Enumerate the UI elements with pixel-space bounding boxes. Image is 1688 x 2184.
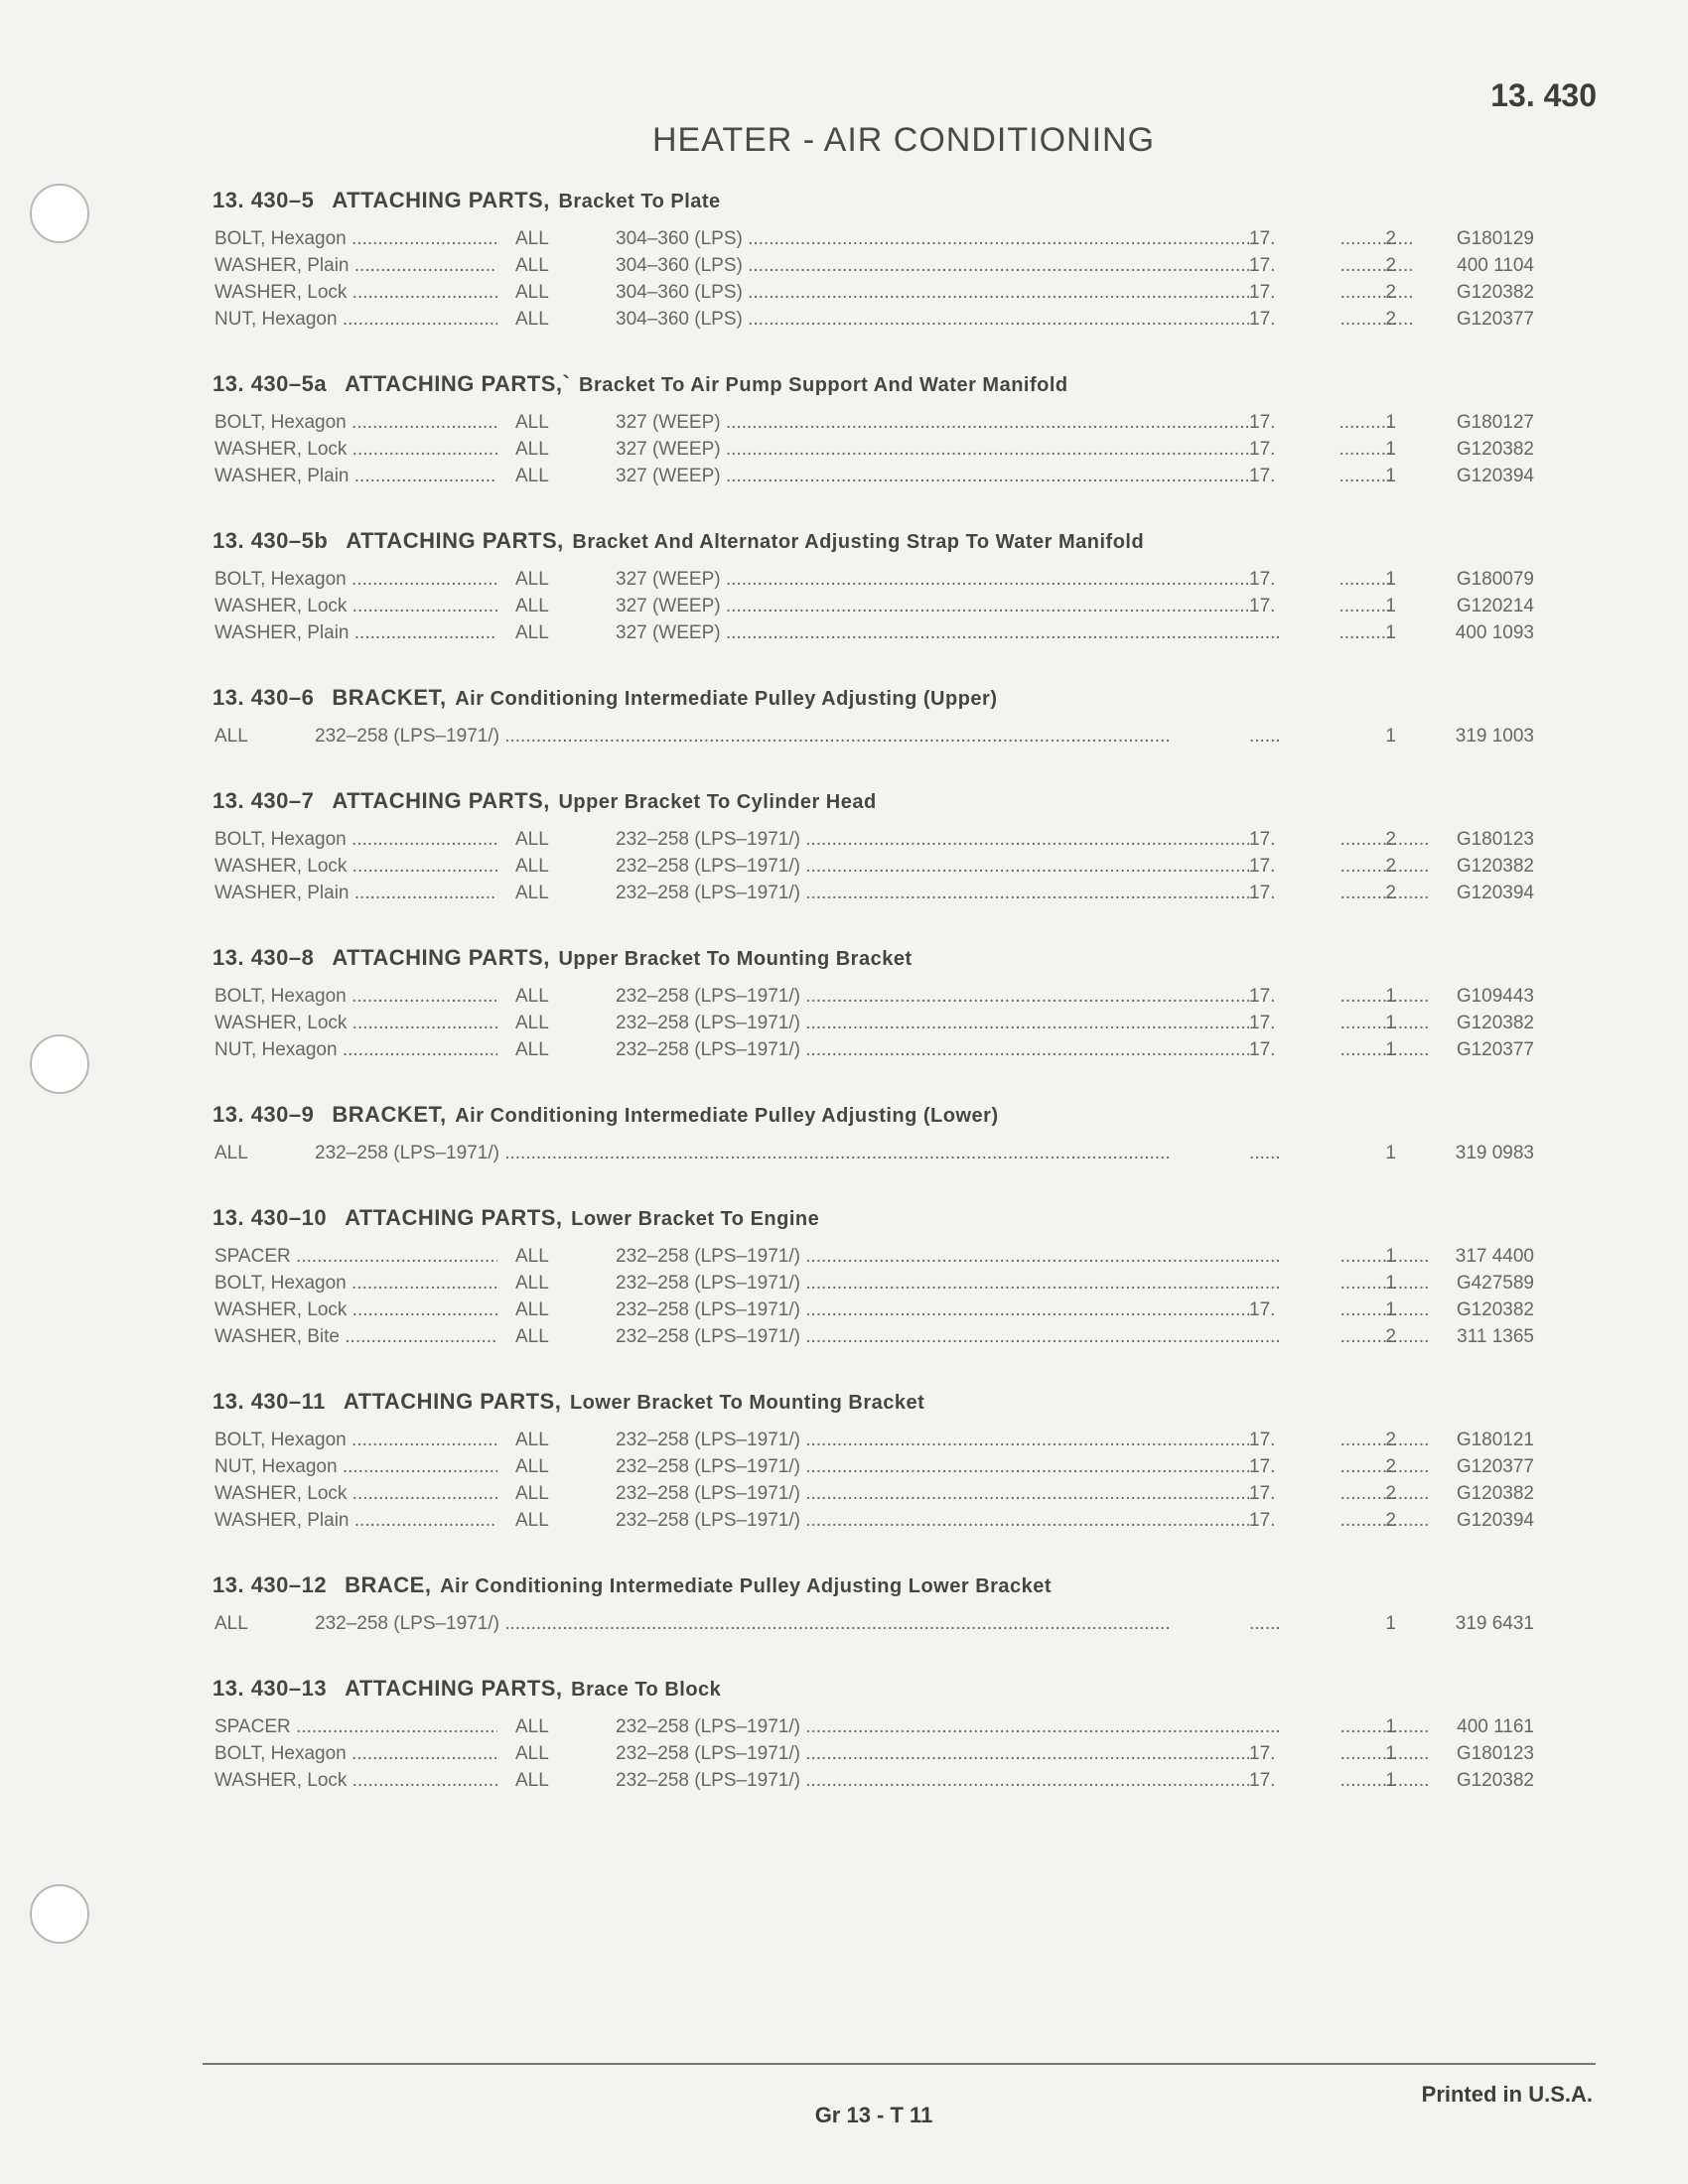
table-row [212,1716,1533,1743]
section-name: BRACKET, [332,1102,447,1127]
model-applicability: ALL [515,622,549,643]
part-name: SPACER ..... [214,1716,497,1738]
page-number: 13. 430 [1490,77,1597,113]
parts-section [212,525,1533,682]
part-number: G427589 [1456,1273,1534,1294]
part-name: WASHER, Bite ..... [214,1326,497,1348]
part-number: 400 1161 [1457,1716,1534,1737]
group-number: ...... [1249,1716,1338,1738]
punch-hole-top [30,184,89,243]
part-number: G180129 [1456,228,1534,249]
part-name: WASHER, Lock ..... [214,439,497,461]
group-number: 17. [1249,1770,1338,1792]
group-number: ...... [1249,1246,1338,1268]
part-name: BOLT, Hexagon ..... [214,569,497,591]
section-heading [212,525,1533,569]
table-row [212,1299,1533,1326]
table-row [212,412,1533,439]
section-heading [212,1386,1533,1430]
group-number: 17. [1249,228,1338,250]
group-number: 17. [1249,309,1338,331]
part-number: G180079 [1456,569,1534,590]
quantity: 2 [1385,309,1396,330]
table-row [212,439,1533,466]
parts-list [212,185,1533,1830]
table-row [212,883,1533,909]
application-description: 232–258 (LPS–1971/) ..... [616,1246,1430,1268]
quantity: 2 [1385,1456,1396,1477]
section-description: Bracket To Plate [558,191,721,212]
group-number: 17. [1249,1430,1338,1451]
model-applicability: ALL [515,569,549,590]
group-number: 17. [1249,986,1338,1008]
table-row [212,1770,1533,1797]
model-applicability: ALL [214,1143,248,1163]
application-description: 232–258 (LPS–1971/) ..... [616,883,1430,904]
model-applicability: ALL [515,466,549,486]
application-description: 304–360 (LPS) ..... [616,309,1430,331]
application-description: 232–258 (LPS–1971/) ..... [616,1273,1430,1295]
punch-hole-middle [30,1034,89,1094]
footer-rule [203,2063,1596,2065]
part-name: WASHER, Plain ..... [214,883,497,904]
part-number: G120382 [1456,1770,1534,1791]
quantity: 1 [1385,466,1396,486]
section-name: BRACKET, [332,685,447,710]
application-description: 327 (WEEP) ..... [616,569,1430,591]
part-name: WASHER, Plain ..... [214,1510,497,1532]
model-applicability: ALL [515,1326,549,1347]
part-number: G120394 [1456,1510,1534,1531]
section-number: 13. 430–13 [212,1676,328,1701]
quantity: 1 [1385,1613,1396,1634]
quantity: 1 [1385,1039,1396,1060]
model-applicability: ALL [515,1743,549,1764]
parts-section [212,1570,1533,1673]
quantity: 1 [1385,1299,1396,1320]
section-description: Brace To Block [571,1679,722,1701]
table-row [212,282,1533,309]
parts-section [212,368,1533,525]
quantity: 1 [1385,1743,1396,1764]
section-heading [212,185,1533,228]
table-row [212,1013,1533,1039]
quantity: 1 [1385,1716,1396,1737]
application-description: 232–258 (LPS–1971/) ..... [616,1510,1430,1532]
part-name: WASHER, Lock ..... [214,282,497,304]
application-description: 232–258 (LPS–1971/) ..... [315,1613,1430,1635]
model-applicability: ALL [515,1013,549,1033]
application-description: 327 (WEEP) ..... [616,596,1430,617]
model-applicability: ALL [515,1770,549,1791]
group-number: 17. [1249,1039,1338,1061]
model-applicability: ALL [214,726,248,747]
group-number: 17. [1249,569,1338,591]
quantity: 2 [1385,255,1396,276]
group-number: 17. [1249,883,1338,904]
model-applicability: ALL [515,1246,549,1267]
section-name: ATTACHING PARTS, [345,1205,563,1230]
table-row [212,1456,1533,1483]
table-row [212,1246,1533,1273]
section-description: Lower Bracket To Engine [571,1208,820,1230]
part-number: 317 4400 [1455,1246,1534,1267]
part-number: G120382 [1456,282,1534,303]
table-row [212,726,1533,752]
group-number: 17. [1249,1299,1338,1321]
quantity: 2 [1385,1326,1396,1347]
section-heading [212,1099,1533,1143]
part-number: 311 1365 [1457,1326,1534,1347]
quantity: 2 [1385,282,1396,303]
model-applicability: ALL [515,1456,549,1477]
section-description: Air Conditioning Intermediate Pulley Adjusting (Upper) [455,688,998,710]
model-applicability: ALL [515,255,549,276]
section-description: Upper Bracket To Cylinder Head [558,791,877,813]
parts-section [212,1386,1533,1570]
part-number: G120377 [1456,1039,1534,1060]
application-description: 232–258 (LPS–1971/) ..... [616,1716,1430,1738]
part-name: WASHER, Lock ..... [214,1483,497,1505]
table-row [212,1510,1533,1537]
part-name: WASHER, Lock ..... [214,596,497,617]
section-name: ATTACHING PARTS,` [345,371,571,396]
quantity: 1 [1385,439,1396,460]
model-applicability: ALL [515,829,549,850]
quantity: 2 [1385,1510,1396,1531]
model-applicability: ALL [515,439,549,460]
table-row [212,596,1533,622]
section-heading [212,785,1533,829]
section-name: ATTACHING PARTS, [332,188,550,212]
part-number: G180123 [1456,829,1534,850]
part-name: WASHER, Lock ..... [214,1299,497,1321]
quantity: 1 [1385,622,1396,643]
quantity: 1 [1385,569,1396,590]
group-number: ...... [1249,1613,1338,1635]
table-row [212,856,1533,883]
application-description: 304–360 (LPS) ..... [616,282,1430,304]
group-number: 17. [1249,1456,1338,1478]
quantity: 2 [1385,228,1396,249]
application-description: 232–258 (LPS–1971/) ..... [616,1430,1430,1451]
model-applicability: ALL [515,856,549,877]
table-row [212,1613,1533,1640]
part-name: BOLT, Hexagon ..... [214,412,497,434]
section-description: Bracket And Alternator Adjusting Strap To Water Manifold [572,531,1145,553]
table-row [212,466,1533,492]
section-number: 13. 430–10 [212,1205,328,1230]
model-applicability: ALL [515,1430,549,1450]
model-applicability: ALL [515,883,549,903]
application-description: 304–360 (LPS) ..... [616,255,1430,277]
group-number: 17. [1249,439,1338,461]
quantity: 2 [1385,883,1396,903]
group-number: 17. [1249,1510,1338,1532]
application-description: 304–360 (LPS) ..... [616,228,1430,250]
group-number: 17. [1249,1743,1338,1765]
part-number: G120214 [1456,596,1534,616]
section-name: ATTACHING PARTS, [346,528,564,553]
group-number: 17. [1249,1483,1338,1505]
part-name: WASHER, Plain ..... [214,622,497,644]
section-description: Air Conditioning Intermediate Pulley Adjusting (Lower) [455,1105,999,1127]
group-number: ...... [1249,1326,1338,1348]
quantity: 1 [1385,596,1396,616]
part-name: SPACER ..... [214,1246,497,1268]
table-row [212,1039,1533,1066]
section-name: ATTACHING PARTS, [332,788,550,813]
application-description: 232–258 (LPS–1971/) ..... [616,1483,1430,1505]
section-heading [212,942,1533,986]
application-description: 232–258 (LPS–1971/) ..... [616,1013,1430,1034]
application-description: 232–258 (LPS–1971/) ..... [616,1326,1430,1348]
application-description: 327 (WEEP) ..... [616,439,1430,461]
part-number: 319 0983 [1455,1143,1534,1163]
part-number: G120382 [1456,1299,1534,1320]
model-applicability: ALL [515,1299,549,1320]
part-name: WASHER, Plain ..... [214,255,497,277]
group-number: 17. [1249,596,1338,617]
part-number: 319 1003 [1455,726,1534,747]
section-name: ATTACHING PARTS, [343,1389,562,1414]
model-applicability: ALL [515,596,549,616]
part-number: G120382 [1456,1483,1534,1504]
section-heading [212,1570,1533,1613]
model-applicability: ALL [515,986,549,1007]
part-number: G180123 [1456,1743,1534,1764]
quantity: 2 [1385,829,1396,850]
parts-section [212,1099,1533,1202]
part-name: NUT, Hexagon ..... [214,1456,497,1478]
quantity: 1 [1385,1143,1396,1163]
part-name: NUT, Hexagon ..... [214,1039,497,1061]
part-name: WASHER, Lock ..... [214,1013,497,1034]
section-heading [212,1673,1533,1716]
section-number: 13. 430–5a [212,371,328,396]
punch-hole-bottom [30,1884,89,1944]
section-number: 13. 430–11 [212,1389,326,1414]
model-applicability: ALL [515,412,549,433]
group-number: ...... [1249,1143,1338,1164]
part-number: G120382 [1456,1013,1534,1033]
application-description: 232–258 (LPS–1971/) ..... [616,986,1430,1008]
section-heading [212,368,1533,412]
part-name: WASHER, Plain ..... [214,466,497,487]
section-description: Upper Bracket To Mounting Bracket [558,948,913,970]
quantity: 1 [1385,412,1396,433]
application-description: 327 (WEEP) ..... [616,622,1430,644]
part-number: G120394 [1456,883,1534,903]
quantity: 2 [1385,856,1396,877]
model-applicability: ALL [515,282,549,303]
part-number: 400 1104 [1457,255,1534,276]
part-name: BOLT, Hexagon ..... [214,1743,497,1765]
table-row [212,986,1533,1013]
part-name: BOLT, Hexagon ..... [214,1430,497,1451]
section-name: ATTACHING PARTS, [332,945,550,970]
section-description: Air Conditioning Intermediate Pulley Adjusting Lower Bracket [440,1575,1053,1597]
table-row [212,1483,1533,1510]
section-number: 13. 430–7 [212,788,315,813]
table-row [212,1143,1533,1169]
model-applicability: ALL [515,1716,549,1737]
printed-in-usa: Printed in U.S.A. [1421,2082,1593,2107]
table-row [212,309,1533,336]
group-number: 17. [1249,1013,1338,1034]
quantity: 1 [1385,1273,1396,1294]
part-name: BOLT, Hexagon ..... [214,829,497,851]
section-number: 13. 430–9 [212,1102,315,1127]
parts-section [212,1673,1533,1830]
part-name: BOLT, Hexagon ..... [214,986,497,1008]
application-description: 327 (WEEP) ..... [616,466,1430,487]
application-description: 232–258 (LPS–1971/) ..... [616,856,1430,878]
table-row [212,255,1533,282]
model-applicability: ALL [515,1483,549,1504]
quantity: 2 [1385,1483,1396,1504]
section-description: Lower Bracket To Mounting Bracket [569,1392,925,1414]
parts-section [212,185,1533,368]
part-name: WASHER, Lock ..... [214,1770,497,1792]
section-heading [212,1202,1533,1246]
model-applicability: ALL [214,1613,248,1634]
application-description: 232–258 (LPS–1971/) ..... [616,829,1430,851]
section-number: 13. 430–6 [212,685,315,710]
group-number: ...... [1249,622,1338,644]
section-name: BRACE, [345,1572,432,1597]
part-name: BOLT, Hexagon ..... [214,1273,497,1295]
application-description: 232–258 (LPS–1971/) ..... [616,1299,1430,1321]
part-number: G120394 [1456,466,1534,486]
part-number: G120377 [1456,1456,1534,1477]
application-description: 232–258 (LPS–1971/) ..... [616,1743,1430,1765]
group-number: 17. [1249,255,1338,277]
group-number: ...... [1249,1273,1338,1295]
section-number: 13. 430–5 [212,188,315,212]
parts-section [212,942,1533,1099]
part-name: NUT, Hexagon ..... [214,309,497,331]
application-description: 232–258 (LPS–1971/) ..... [616,1039,1430,1061]
table-row [212,1430,1533,1456]
part-number: G120382 [1456,439,1534,460]
table-row [212,1273,1533,1299]
section-name: ATTACHING PARTS, [345,1676,563,1701]
model-applicability: ALL [515,1273,549,1294]
model-applicability: ALL [515,1510,549,1531]
part-number: G180121 [1456,1430,1534,1450]
part-number: G120382 [1456,856,1534,877]
model-applicability: ALL [515,309,549,330]
group-number: 17. [1249,412,1338,434]
section-heading [212,682,1533,726]
table-row [212,1326,1533,1353]
quantity: 1 [1385,726,1396,747]
part-name: WASHER, Lock ..... [214,856,497,878]
application-description: 232–258 (LPS–1971/) ..... [315,1143,1430,1164]
model-applicability: ALL [515,1039,549,1060]
group-number: ...... [1249,726,1338,748]
table-row [212,829,1533,856]
group-reference: Gr 13 - T 11 [814,2103,933,2127]
group-number: 17. [1249,466,1338,487]
application-description: 232–258 (LPS–1971/) ..... [616,1770,1430,1792]
application-description: 232–258 (LPS–1971/) ..... [616,1456,1430,1478]
section-description: Bracket To Air Pump Support And Water Manifold [579,374,1068,396]
part-number: G180127 [1456,412,1534,433]
table-row [212,622,1533,649]
section-number: 13. 430–12 [212,1572,328,1597]
group-number: 17. [1249,829,1338,851]
parts-section [212,785,1533,942]
table-row [212,569,1533,596]
group-number: 17. [1249,282,1338,304]
section-number: 13. 430–5b [212,528,329,553]
part-number: 400 1093 [1455,622,1534,643]
application-description: 232–258 (LPS–1971/) ..... [315,726,1430,748]
parts-section [212,682,1533,785]
part-number: 319 6431 [1455,1613,1534,1634]
parts-section [212,1202,1533,1386]
part-number: G109443 [1456,986,1534,1007]
part-number: G120377 [1456,309,1534,330]
quantity: 2 [1385,1430,1396,1450]
table-row [212,228,1533,255]
model-applicability: ALL [515,228,549,249]
page-title: HEATER - AIR CONDITIONING [651,121,1156,159]
section-number: 13. 430–8 [212,945,315,970]
group-number: 17. [1249,856,1338,878]
quantity: 1 [1385,1013,1396,1033]
application-description: 327 (WEEP) ..... [616,412,1430,434]
part-name: BOLT, Hexagon ..... [214,228,497,250]
quantity: 1 [1385,1770,1396,1791]
table-row [212,1743,1533,1770]
quantity: 1 [1385,986,1396,1007]
quantity: 1 [1385,1246,1396,1267]
